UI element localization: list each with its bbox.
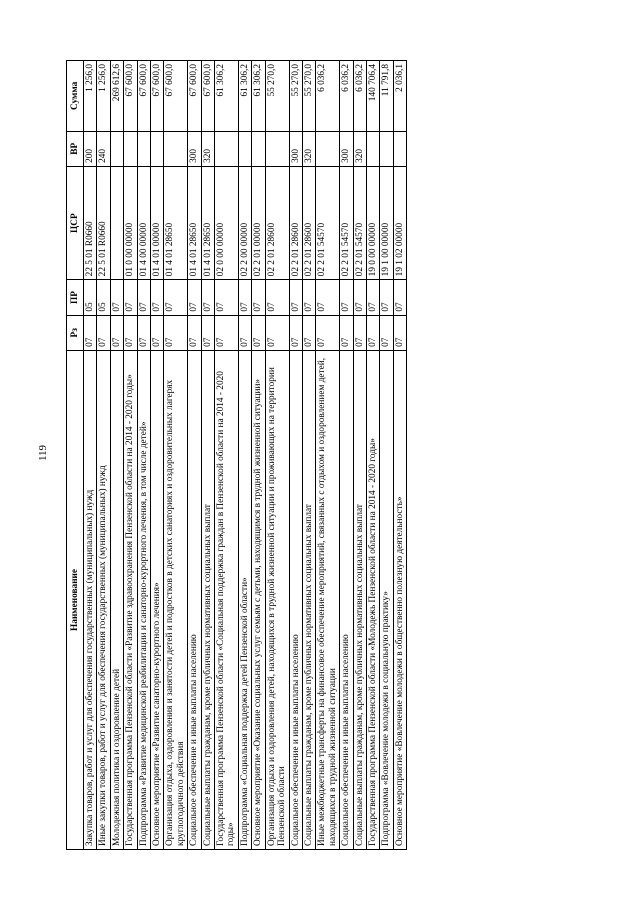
cell-pr: 05 [97, 280, 110, 315]
table-row [151, 61, 164, 850]
cell-sum: 269 612,6 [110, 61, 123, 132]
cell-name: Закупка товаров, работ и услуг для обеспечения государственных (муниципальных) нужд [84, 350, 97, 849]
cell-sum: 2 036,1 [393, 61, 406, 132]
cell-csr: 02 2 01 28600 [302, 166, 315, 279]
header-name: Наименование [67, 350, 84, 849]
cell-vr [316, 131, 340, 166]
cell-name: Государственная программа Пензенской области «Молодежь Пензенской области на 2014 - 2020 годы» [366, 350, 379, 849]
cell-sum: 67 600,0 [164, 61, 188, 132]
cell-vr: 300 [340, 131, 353, 166]
cell-csr: 02 0 00 00000 [215, 166, 239, 279]
cell-name: Иные закупки товаров, работ и услуг для обеспечения государственных (муниципальных) нужд [97, 350, 110, 849]
table-row [137, 61, 150, 850]
cell-name: Подпрограмма «Развитие медицинской реабилитации и санаторно-курортного лечения, в том числе детей» [137, 350, 150, 849]
cell-sum: 67 600,0 [151, 61, 164, 132]
cell-name: Государственная программа Пензенской области «Развитие здравоохранения Пензенской области на 2014 - 2020 годы» [124, 350, 137, 849]
cell-sum: 6 036,2 [340, 61, 353, 132]
cell-name: Молодежная политика и оздоровление детей [110, 350, 123, 849]
cell-rz: 07 [366, 315, 379, 350]
cell-csr: 19 1 00 00000 [380, 166, 393, 279]
cell-name: Основное мероприятие «Оказание социальных услуг семьям с детьми, находящимся в трудной жизненной ситуации» [252, 350, 265, 849]
cell-rz: 07 [302, 315, 315, 350]
cell-vr [124, 131, 137, 166]
cell-pr: 07 [340, 280, 353, 315]
page-number: 119 [37, 444, 49, 462]
cell-pr: 07 [393, 280, 406, 315]
cell-vr: 240 [97, 131, 110, 166]
cell-vr: 320 [201, 131, 214, 166]
cell-sum: 6 036,2 [353, 61, 366, 132]
cell-name: Социальное обеспечение и иные выплаты населению [188, 350, 201, 849]
cell-pr: 07 [353, 280, 366, 315]
cell-pr: 07 [201, 280, 214, 315]
cell-name: Социальные выплаты гражданам, кроме публичных нормативных социальных выплат [353, 350, 366, 849]
cell-csr: 22 5 01 R0660 [97, 166, 110, 279]
cell-sum: 1 256,0 [84, 61, 97, 132]
cell-rz: 07 [265, 315, 289, 350]
cell-sum: 6 036,2 [316, 61, 340, 132]
cell-vr [265, 131, 289, 166]
table-row [164, 61, 188, 850]
cell-vr [238, 131, 251, 166]
cell-pr: 07 [137, 280, 150, 315]
cell-csr: 19 1 02 00000 [393, 166, 406, 279]
cell-name: Основное мероприятие «Развитие санаторно-курортного лечения» [151, 350, 164, 849]
cell-pr: 07 [188, 280, 201, 315]
cell-rz: 07 [238, 315, 251, 350]
cell-csr: 01 4 00 00000 [137, 166, 150, 279]
cell-sum: 55 270,0 [289, 61, 302, 132]
table-row [97, 61, 110, 850]
cell-vr [110, 131, 123, 166]
cell-csr: 02 2 01 54570 [316, 166, 340, 279]
table-row [353, 61, 366, 850]
table-row [252, 61, 265, 850]
cell-vr [366, 131, 379, 166]
table-row [124, 61, 137, 850]
cell-pr: 07 [252, 280, 265, 315]
cell-name: Организация отдыха и оздоровления детей, находящихся в трудной жизненной ситуации и проживающих на территории Пензенской области [265, 350, 289, 849]
table-header-row [67, 61, 84, 850]
table-row [316, 61, 340, 850]
table-row [188, 61, 201, 850]
cell-pr: 07 [151, 280, 164, 315]
table-row [238, 61, 251, 850]
header-rz: Рз [67, 315, 84, 350]
table-row [302, 61, 315, 850]
cell-csr: 19 0 00 00000 [366, 166, 379, 279]
cell-sum: 11 791,8 [380, 61, 393, 132]
cell-csr [110, 166, 123, 279]
cell-pr: 07 [265, 280, 289, 315]
cell-rz: 07 [151, 315, 164, 350]
cell-rz: 07 [340, 315, 353, 350]
cell-rz: 07 [393, 315, 406, 350]
cell-sum: 1 256,0 [97, 61, 110, 132]
cell-rz: 07 [110, 315, 123, 350]
cell-sum: 67 600,0 [124, 61, 137, 132]
cell-vr: 300 [289, 131, 302, 166]
cell-rz: 07 [124, 315, 137, 350]
budget-table-rotated [66, 60, 566, 850]
cell-csr: 22 5 01 R0660 [84, 166, 97, 279]
cell-sum: 61 306,2 [238, 61, 251, 132]
cell-rz: 07 [201, 315, 214, 350]
cell-csr: 02 2 01 28600 [289, 166, 302, 279]
cell-rz: 07 [316, 315, 340, 350]
cell-sum: 67 600,0 [137, 61, 150, 132]
cell-csr: 02 2 01 54570 [340, 166, 353, 279]
cell-sum: 55 270,0 [302, 61, 315, 132]
table-row [265, 61, 289, 850]
cell-pr: 07 [238, 280, 251, 315]
cell-name: Социальные выплаты гражданам, кроме публичных нормативных социальных выплат [302, 350, 315, 849]
table-row [215, 61, 239, 850]
cell-pr: 07 [316, 280, 340, 315]
cell-vr [252, 131, 265, 166]
cell-vr [380, 131, 393, 166]
cell-sum: 61 306,2 [215, 61, 239, 132]
cell-csr: 01 4 01 28650 [188, 166, 201, 279]
cell-vr [393, 131, 406, 166]
cell-pr: 07 [302, 280, 315, 315]
cell-csr: 02 2 01 54570 [353, 166, 366, 279]
cell-sum: 67 600,0 [201, 61, 214, 132]
cell-csr: 02 2 01 00000 [252, 166, 265, 279]
cell-rz: 07 [97, 315, 110, 350]
cell-name: Иные межбюджетные трансферты на финансовое обеспечение мероприятий, связанных с отдыхом и оздоровлением детей, находящихся в трудной жизненной ситуации [316, 350, 340, 849]
cell-name: Основное мероприятие «Вовлечение молодежи в общественно полезную деятельность» [393, 350, 406, 849]
cell-name: Социальное обеспечение и иные выплаты населению [289, 350, 302, 849]
cell-vr: 300 [188, 131, 201, 166]
table-row [289, 61, 302, 850]
cell-pr: 07 [215, 280, 239, 315]
cell-csr: 02 2 01 28600 [265, 166, 289, 279]
table-row [340, 61, 353, 850]
cell-vr [215, 131, 239, 166]
table-row [201, 61, 214, 850]
cell-vr: 320 [302, 131, 315, 166]
cell-rz: 07 [289, 315, 302, 350]
cell-sum: 140 706,4 [366, 61, 379, 132]
cell-csr: 01 0 00 00000 [124, 166, 137, 279]
table-row [393, 61, 406, 850]
cell-name: Социальные выплаты гражданам, кроме публичных нормативных социальных выплат [201, 350, 214, 849]
cell-rz: 07 [188, 315, 201, 350]
cell-pr: 05 [84, 280, 97, 315]
cell-vr: 200 [84, 131, 97, 166]
cell-vr: 320 [353, 131, 366, 166]
cell-pr: 07 [164, 280, 188, 315]
cell-rz: 07 [252, 315, 265, 350]
cell-name: Государственная программа Пензенской области «Социальная поддержка граждан в Пензенской области на 2014 - 2020 годы» [215, 350, 239, 849]
budget-table [66, 60, 407, 850]
cell-pr: 07 [124, 280, 137, 315]
cell-rz: 07 [380, 315, 393, 350]
table-row [110, 61, 123, 850]
cell-sum: 61 306,2 [252, 61, 265, 132]
cell-rz: 07 [137, 315, 150, 350]
cell-sum: 67 600,0 [188, 61, 201, 132]
header-csr: ЦСР [67, 166, 84, 279]
cell-vr [164, 131, 188, 166]
cell-pr: 07 [289, 280, 302, 315]
cell-pr: 07 [380, 280, 393, 315]
table-row [366, 61, 379, 850]
header-sum: Сумма [67, 61, 84, 132]
cell-csr: 01 4 01 28650 [164, 166, 188, 279]
cell-sum: 55 270,0 [265, 61, 289, 132]
cell-vr [137, 131, 150, 166]
cell-rz: 07 [215, 315, 239, 350]
cell-csr: 02 2 00 00000 [238, 166, 251, 279]
cell-name: Социальное обеспечение и иные выплаты населению [340, 350, 353, 849]
cell-name: Организация отдыха, оздоровления и занятости детей и подростков в детских санаториях и оздоровительных лагерях круглогодичного действия [164, 350, 188, 849]
header-vr: ВР [67, 131, 84, 166]
cell-pr: 07 [110, 280, 123, 315]
table-row [84, 61, 97, 850]
cell-csr: 01 4 01 28650 [201, 166, 214, 279]
cell-vr [151, 131, 164, 166]
header-pr: ПР [67, 280, 84, 315]
cell-rz: 07 [353, 315, 366, 350]
cell-pr: 07 [366, 280, 379, 315]
table-row [380, 61, 393, 850]
cell-rz: 07 [164, 315, 188, 350]
cell-csr: 01 4 01 00000 [151, 166, 164, 279]
cell-name: Подпрограмма «Социальная поддержка детей Пензенской области» [238, 350, 251, 849]
cell-rz: 07 [84, 315, 97, 350]
cell-name: Подпрограмма «Вовлечение молодежи в социальную практику» [380, 350, 393, 849]
